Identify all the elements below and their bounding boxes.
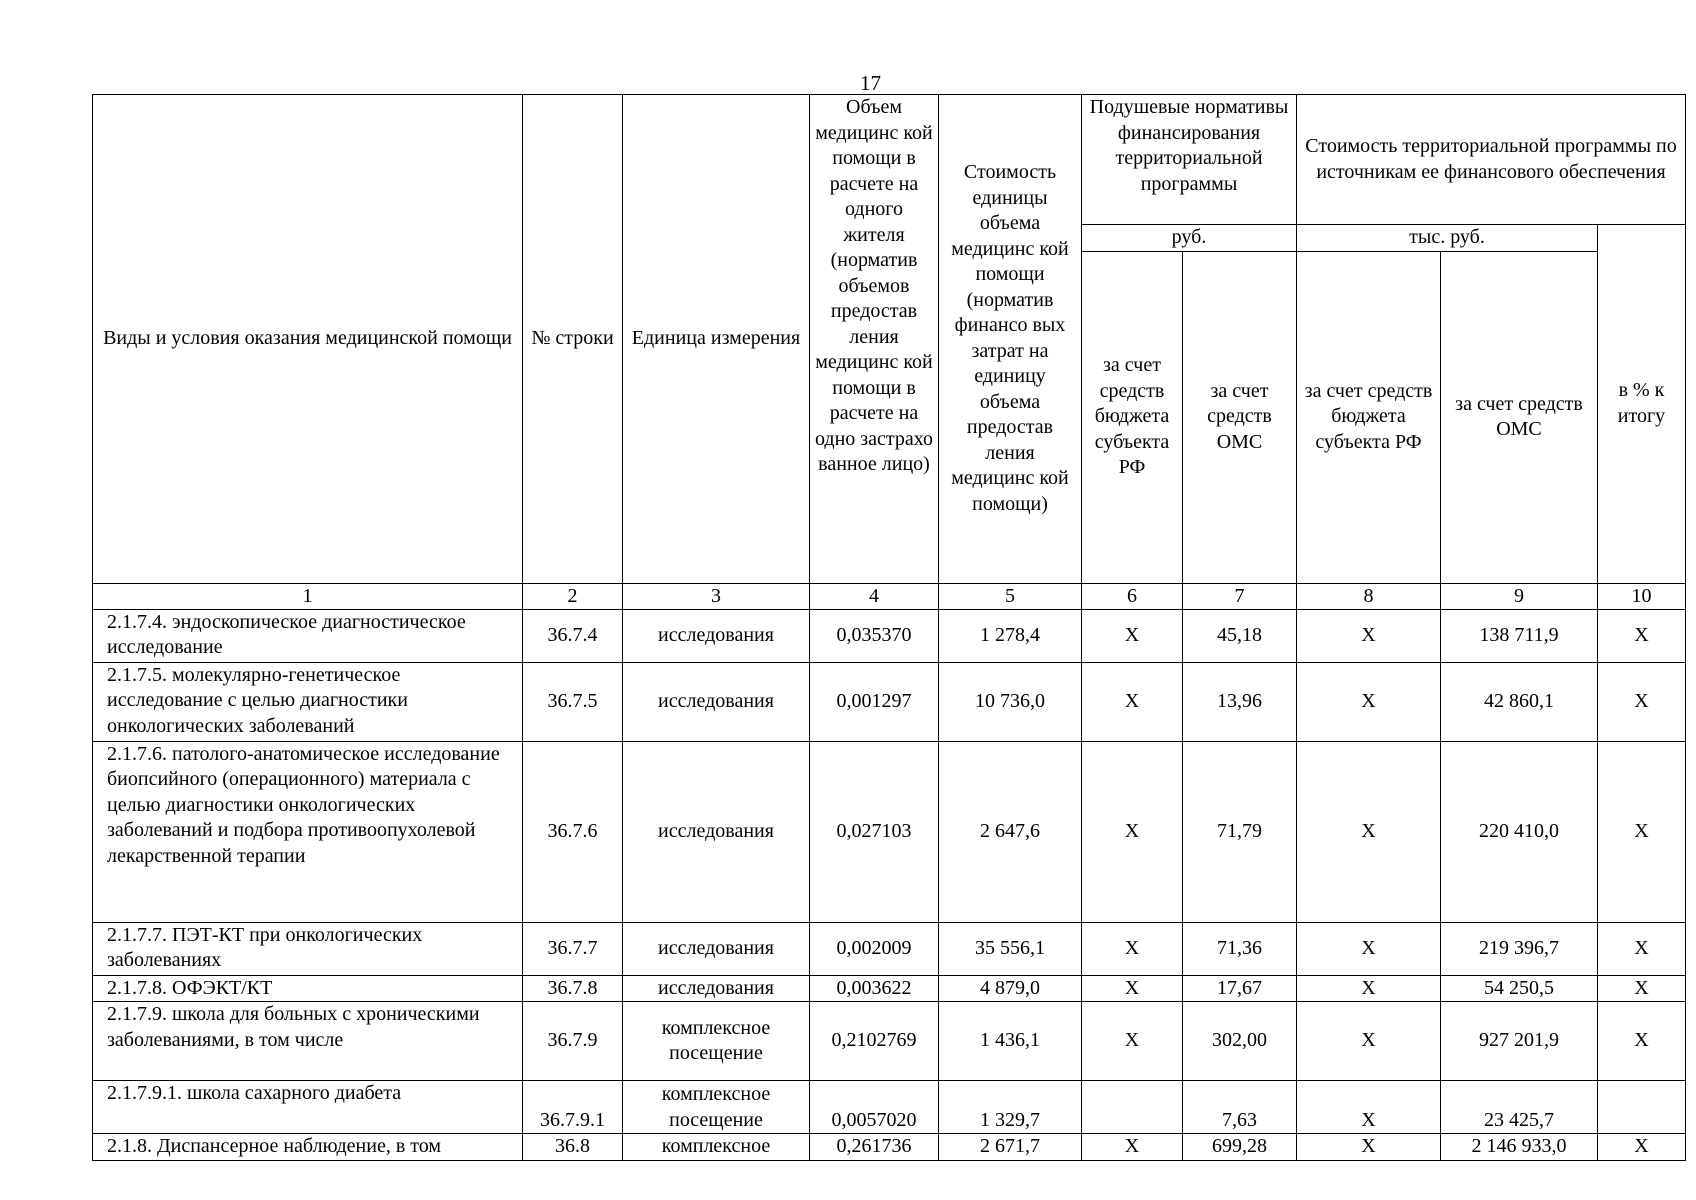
header-unit-rub: руб. (1082, 225, 1297, 252)
row-cost: 1 278,4 (939, 609, 1082, 662)
table-row (93, 1081, 1686, 1134)
column-number: 5 (939, 583, 1082, 609)
header-oms-rub: за счет средств ОМС (1183, 251, 1297, 583)
header-unit: Единица измерения (623, 95, 810, 584)
row-budget-rub: X (1082, 741, 1183, 922)
row-budget-thous: X (1297, 741, 1441, 922)
row-volume: 0,261736 (810, 1134, 939, 1161)
row-volume: 0,002009 (810, 922, 939, 975)
column-numbers-row (93, 583, 1686, 609)
row-line: 36.8 (523, 1134, 623, 1161)
row-unit: исследования (623, 922, 810, 975)
row-name: 2.1.8. Диспансерное наблюдение, в том (93, 1134, 523, 1161)
header-budget-rub: за счет средств бюджета субъекта РФ (1082, 251, 1183, 583)
row-unit: комплексное посещение (623, 1081, 810, 1134)
row-volume: 0,001297 (810, 662, 939, 741)
row-volume: 0,035370 (810, 609, 939, 662)
row-volume: 0,003622 (810, 975, 939, 1002)
row-budget-thous: X (1297, 922, 1441, 975)
row-cost: 1 436,1 (939, 1002, 1082, 1081)
row-budget-rub: X (1082, 1134, 1183, 1161)
row-volume: 0,2102769 (810, 1002, 939, 1081)
row-oms-rub: 45,18 (1183, 609, 1297, 662)
row-percent: X (1598, 922, 1686, 975)
row-cost: 2 647,6 (939, 741, 1082, 922)
column-number: 1 (93, 583, 523, 609)
header-program-cost: Стоимость территориальной программы по источникам ее финансового обеспечения (1297, 95, 1686, 225)
header-unit-cost: Стоимость единицы объема медицинс кой помощи (норматив финансо вых затрат на единицу объема предостав ления медицинс кой помощи) (939, 95, 1082, 584)
medical-care-table (92, 94, 1686, 1161)
column-number: 2 (523, 583, 623, 609)
header-percent-total: в % к итогу (1598, 225, 1686, 584)
row-oms-thous: 54 250,5 (1441, 975, 1598, 1002)
header-line-number: № строки (523, 95, 623, 584)
row-budget-thous: X (1297, 609, 1441, 662)
row-cost: 10 736,0 (939, 662, 1082, 741)
row-cost: 2 671,7 (939, 1134, 1082, 1161)
row-line: 36.7.5 (523, 662, 623, 741)
table-row (93, 662, 1686, 741)
row-unit: исследования (623, 662, 810, 741)
row-oms-thous: 138 711,9 (1441, 609, 1598, 662)
row-oms-thous: 219 396,7 (1441, 922, 1598, 975)
row-line: 36.7.8 (523, 975, 623, 1002)
row-unit: комплексное (623, 1134, 810, 1161)
row-oms-thous: 42 860,1 (1441, 662, 1598, 741)
table-row (93, 922, 1686, 975)
row-line: 36.7.6 (523, 741, 623, 922)
row-oms-rub: 699,28 (1183, 1134, 1297, 1161)
row-budget-thous: X (1297, 1134, 1441, 1161)
row-name: 2.1.7.8. ОФЭКТ/КТ (93, 975, 523, 1002)
table-row (93, 975, 1686, 1002)
row-percent (1598, 1081, 1686, 1134)
row-percent: X (1598, 741, 1686, 922)
header-row-1 (93, 95, 1686, 225)
row-volume: 0,0057020 (810, 1081, 939, 1134)
row-budget-rub: X (1082, 662, 1183, 741)
row-budget-rub (1082, 1081, 1183, 1134)
row-oms-thous: 220 410,0 (1441, 741, 1598, 922)
row-oms-thous: 927 201,9 (1441, 1002, 1598, 1081)
row-budget-rub: X (1082, 1002, 1183, 1081)
header-oms-thous: за счет средств ОМС (1441, 251, 1598, 583)
table-row (93, 609, 1686, 662)
row-budget-rub: X (1082, 922, 1183, 975)
row-cost: 35 556,1 (939, 922, 1082, 975)
row-name: 2.1.7.7. ПЭТ-КТ при онкологических заболеваниях (93, 922, 523, 975)
table-row (93, 1002, 1686, 1081)
row-percent: X (1598, 609, 1686, 662)
row-oms-thous: 23 425,7 (1441, 1081, 1598, 1134)
row-name: 2.1.7.9. школа для больных с хроническими заболеваниями, в том числе (93, 1002, 523, 1081)
row-budget-thous: X (1297, 975, 1441, 1002)
row-line: 36.7.9.1 (523, 1081, 623, 1134)
header-budget-thous: за счет средств бюджета субъекта РФ (1297, 251, 1441, 583)
header-unit-thous-rub: тыс. руб. (1297, 225, 1598, 252)
table-row (93, 741, 1686, 922)
row-percent: X (1598, 975, 1686, 1002)
row-oms-rub: 13,96 (1183, 662, 1297, 741)
row-name: 2.1.7.5. молекулярно-генетическое исследование с целью диагностики онкологических заболеваний (93, 662, 523, 741)
row-oms-rub: 71,79 (1183, 741, 1297, 922)
row-name: 2.1.7.9.1. школа сахарного диабета (93, 1081, 523, 1134)
column-number: 9 (1441, 583, 1598, 609)
column-number: 6 (1082, 583, 1183, 609)
row-oms-rub: 7,63 (1183, 1081, 1297, 1134)
row-line: 36.7.4 (523, 609, 623, 662)
column-number: 4 (810, 583, 939, 609)
row-name: 2.1.7.6. патолого-анатомическое исследование биопсийного (операционного) материала с целью диагностики онкологических заболеваний и подбора противоопухолевой лекарственной терапии (93, 741, 523, 922)
row-oms-thous: 2 146 933,0 (1441, 1134, 1598, 1161)
row-budget-rub: X (1082, 975, 1183, 1002)
column-number: 3 (623, 583, 810, 609)
column-number: 7 (1183, 583, 1297, 609)
row-percent: X (1598, 662, 1686, 741)
row-volume: 0,027103 (810, 741, 939, 922)
row-unit: исследования (623, 741, 810, 922)
row-line: 36.7.9 (523, 1002, 623, 1081)
row-percent: X (1598, 1134, 1686, 1161)
page-number: 17 (860, 71, 881, 95)
row-unit: исследования (623, 609, 810, 662)
row-budget-thous: X (1297, 1002, 1441, 1081)
row-oms-rub: 71,36 (1183, 922, 1297, 975)
row-budget-thous: X (1297, 1081, 1441, 1134)
header-care-types: Виды и условия оказания медицинской помощи (93, 95, 523, 584)
row-name: 2.1.7.4. эндоскопическое диагностическое исследование (93, 609, 523, 662)
row-unit: комплексное посещение (623, 1002, 810, 1081)
row-line: 36.7.7 (523, 922, 623, 975)
column-number: 8 (1297, 583, 1441, 609)
row-unit: исследования (623, 975, 810, 1002)
row-oms-rub: 302,00 (1183, 1002, 1297, 1081)
column-number: 10 (1598, 583, 1686, 609)
row-budget-rub: X (1082, 609, 1183, 662)
row-cost: 4 879,0 (939, 975, 1082, 1002)
row-budget-thous: X (1297, 662, 1441, 741)
table-row (93, 1134, 1686, 1161)
row-percent: X (1598, 1002, 1686, 1081)
header-volume: Объем медицинс кой помощи в расчете на одного жителя (норматив объемов предостав ления медицинс кой помощи в расчете на одно застрахо ванное лицо) (810, 95, 939, 584)
header-per-capita-normatives: Подушевые нормативы финансирования территориальной программы (1082, 95, 1297, 225)
row-oms-rub: 17,67 (1183, 975, 1297, 1002)
row-cost: 1 329,7 (939, 1081, 1082, 1134)
